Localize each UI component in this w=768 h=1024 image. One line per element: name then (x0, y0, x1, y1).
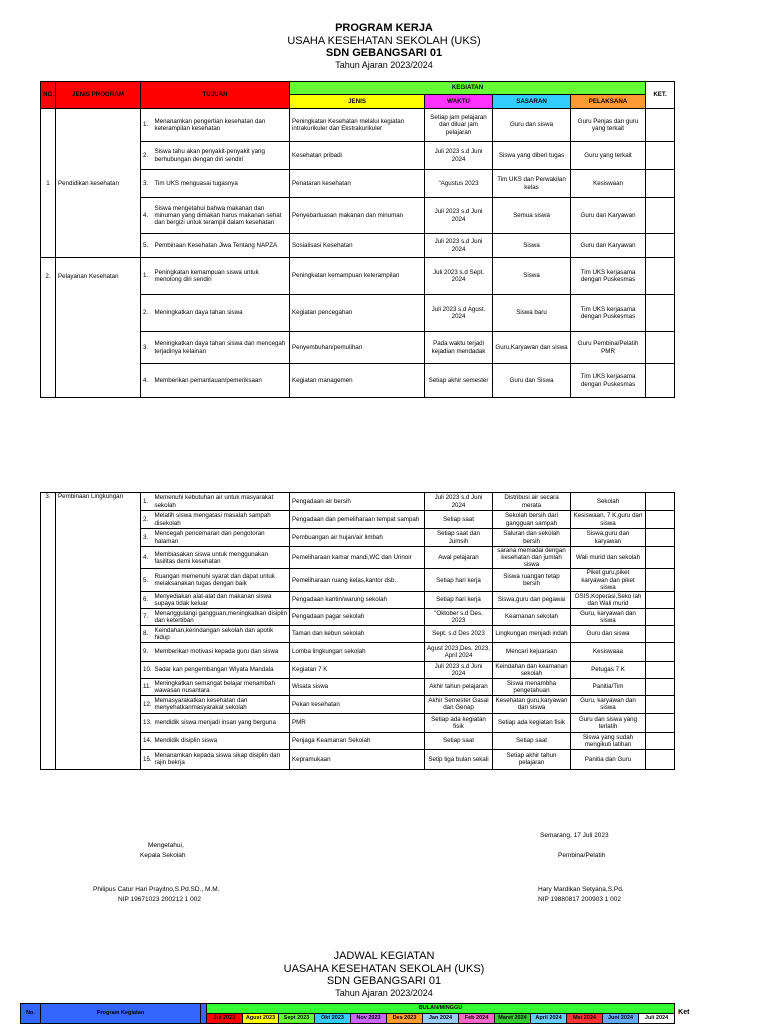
row-index: 9. (141, 642, 153, 661)
row-sasaran: Guru dan Siswa (493, 364, 571, 398)
program-table-continued (40, 492, 675, 770)
row-jenis: Sosialisasi Kesehatan (290, 234, 425, 258)
program-number (41, 529, 56, 547)
row-index: 5. (141, 569, 153, 591)
program-name: Pembinaan Lingkungan (56, 493, 141, 511)
row-pelaksana: Sekolah (571, 493, 646, 511)
program-name: Pelayanan Kesehatan (56, 258, 141, 295)
program-name (56, 732, 141, 749)
row-pelaksana: Guru dan siswa (571, 625, 646, 642)
col-pelaksana-header: PELAKSANA (571, 95, 646, 109)
row-sasaran: Kesehatan guru,karyawan dan siswa (493, 695, 571, 713)
program-name (56, 295, 141, 332)
program-name (56, 234, 141, 258)
row-index: 12. (141, 695, 153, 713)
program-row (41, 661, 675, 678)
right-signer-nip: NIP 19880817 200903 1 002 (538, 896, 622, 903)
row-waktu: Pada waktu terjadi kejadian mendadak (425, 332, 493, 364)
row-sasaran: Keindahan dan keamanan sekolah (493, 661, 571, 678)
program-name (56, 661, 141, 678)
row-tujuan: Peningkatan kemampuan siswa untuk menolong diri sendiri (153, 258, 290, 295)
program-number (41, 142, 56, 170)
row-waktu: Agust 2023,Des. 2023, April 2024 (425, 642, 493, 661)
row-ket (646, 332, 675, 364)
row-sasaran: Tim UKS dan Perwakilan kelas (493, 170, 571, 198)
row-ket (646, 749, 675, 769)
program-number (41, 234, 56, 258)
place-date: Semarang, 17 Juli 2023 (540, 832, 609, 839)
col-sasaran-header: SASARAN (493, 95, 571, 109)
program-number (41, 695, 56, 713)
row-waktu: Setiap akhir semester (425, 364, 493, 398)
row-pelaksana: OSIS,Koperasi,Seko lah dan Wali murid (571, 591, 646, 608)
row-ket (646, 678, 675, 695)
row-waktu: Juli 2023 s.d Agust. 2024 (425, 295, 493, 332)
program-row (41, 713, 675, 732)
program-number (41, 678, 56, 695)
row-tujuan: mendidik siswa menjadi insan yang berguna (153, 713, 290, 732)
row-index: 3. (141, 170, 153, 198)
row-pelaksana: Tim UKS kerjasama dengan Puskesmas (571, 364, 646, 398)
row-waktu: Setiap saat (425, 511, 493, 529)
row-pelaksana: Piket guru,piket karyawan dan piket siswa (571, 569, 646, 591)
program-row (41, 569, 675, 591)
schedule-month-8: Maret 2024 (495, 1014, 531, 1024)
row-tujuan: Meningkatkan daya tahan siswa (153, 295, 290, 332)
program-number (41, 198, 56, 234)
program-name (56, 142, 141, 170)
row-jenis: Peningkatan Kesehatan melalui kegiatan intrakurikuler dan Ekstrakurikuler (290, 109, 425, 142)
row-index: 15. (141, 749, 153, 769)
row-ket (646, 142, 675, 170)
row-ket (646, 198, 675, 234)
program-row (41, 332, 675, 364)
row-jenis: Wisata siswa (290, 678, 425, 695)
row-waktu: Juli 2023 s.d Sept. 2024 (425, 258, 493, 295)
row-ket (646, 642, 675, 661)
row-sasaran: Guru,Karyawan dan siswa (493, 332, 571, 364)
row-index: 2. (141, 511, 153, 529)
row-index: 2. (141, 142, 153, 170)
program-row (41, 678, 675, 695)
left-signature-label: Mengetahui, (148, 842, 184, 849)
row-index: 6. (141, 591, 153, 608)
row-waktu: Setiap hari kerja (425, 591, 493, 608)
col-tujuan-header: TUJUAN (141, 82, 290, 109)
program-name (56, 625, 141, 642)
row-ket (646, 569, 675, 591)
program-row (41, 258, 675, 295)
header (0, 22, 768, 70)
program-number: 3. (41, 493, 56, 511)
program-number (41, 547, 56, 569)
program-row (41, 493, 675, 511)
row-waktu: Akhir tahun pelajaran (425, 678, 493, 695)
schedule-header (0, 950, 768, 998)
row-jenis: Kegiatan 7 K (290, 661, 425, 678)
row-jenis: Peningkatan kemampuan keterampilan (290, 258, 425, 295)
row-jenis: Pengadaan dan pemeliharaan tempat sampah (290, 511, 425, 529)
row-jenis: Penyembuhan/pemulihan (290, 332, 425, 364)
row-sasaran: Guru dan siswa (493, 109, 571, 142)
row-tujuan: Tim UKS menguasai tugasnya (153, 170, 290, 198)
program-name (56, 569, 141, 591)
row-tujuan: Memasyarakatkan kesehatan dan menyehatkanmasyarakat sekolah (153, 695, 290, 713)
row-ket (646, 364, 675, 398)
row-sasaran: sarana memadai dengan kesehatan dan jumlah siswa (493, 547, 571, 569)
col-no-header: NO. (41, 82, 56, 109)
program-row (41, 732, 675, 749)
row-waktu: Setiap saat (425, 732, 493, 749)
row-sasaran: Siswa baru (493, 295, 571, 332)
program-row (41, 529, 675, 547)
row-sasaran: Setiap saat (493, 732, 571, 749)
right-signature-title: Pembina/Pelatih (558, 852, 606, 859)
schedule-col-no: No. (21, 1004, 41, 1024)
program-name (56, 529, 141, 547)
program-table (40, 81, 675, 398)
row-tujuan: Memenuhi kebutuhan air untuk masyarakat sekolah (153, 493, 290, 511)
program-name (56, 198, 141, 234)
row-tujuan: Pembinaan Kesehatan Jiwa Tentang NAPZA (153, 234, 290, 258)
row-index: 1. (141, 493, 153, 511)
program-row (41, 364, 675, 398)
row-ket (646, 591, 675, 608)
left-signer-nip: NIP 19671023 200212 1 002 (118, 896, 202, 903)
row-index: 7. (141, 608, 153, 625)
row-waktu: Setiap hari kerja (425, 569, 493, 591)
program-name (56, 511, 141, 529)
row-ket (646, 661, 675, 678)
row-waktu: Juli 2023 s.d Juni 2024 (425, 142, 493, 170)
row-tujuan: Keindahan,kerindangan sekolah dan apotik hidup (153, 625, 290, 642)
program-row (41, 142, 675, 170)
row-tujuan: Memberikan pemantauan/pemeriksaan (153, 364, 290, 398)
row-jenis: Lomba lingkungan sekolah (290, 642, 425, 661)
col-kegiatan-header: KEGIATAN (290, 82, 646, 95)
program-number (41, 749, 56, 769)
row-waktu: "Agustus 2023 (425, 170, 493, 198)
row-jenis: Pengadaan pagar sekolah (290, 608, 425, 625)
program-name (56, 591, 141, 608)
schedule-subtitle: UASAHA KESEHATAN SEKOLAH (UKS) (283, 962, 485, 975)
program-number (41, 608, 56, 625)
row-tujuan: Memberikan motivasi kepada guru dan siswa (153, 642, 290, 661)
program-name: Pendidikan kesehatan (56, 170, 141, 198)
row-ket (646, 295, 675, 332)
row-ket (646, 170, 675, 198)
schedule-col-ket: Ket (678, 1009, 690, 1017)
schedule-month-10: Mei 2024 (567, 1014, 603, 1024)
row-jenis: Pengadaan air bersih (290, 493, 425, 511)
program-number (41, 732, 56, 749)
col-ket-header: KET. (646, 82, 675, 109)
row-jenis: Kesehatan pribadi (290, 142, 425, 170)
row-sasaran: Siswa (493, 234, 571, 258)
row-jenis: Pemeliharaan kamar mandi,WC dan Urinoir (290, 547, 425, 569)
program-number (41, 591, 56, 608)
schedule-month-1: Agust 2023 (243, 1014, 279, 1024)
row-pelaksana: Guru dan Karyawan (571, 234, 646, 258)
schedule-bulan-header: BULAN/MINGGU (207, 1004, 675, 1014)
program-number (41, 364, 56, 398)
row-index: 8. (141, 625, 153, 642)
row-tujuan: Menyediakan alat-alat dan makanan siswa supaya tidak keluar (153, 591, 290, 608)
row-jenis: Pekan kesehatan (290, 695, 425, 713)
row-ket (646, 234, 675, 258)
schedule-school: SDN GEBANGSARI 01 (326, 975, 442, 988)
row-ket (646, 529, 675, 547)
program-number: 2. (41, 258, 56, 295)
row-sasaran: Siswa,guru dan pegawai (493, 591, 571, 608)
row-pelaksana: Guru Pembina/Pelatih PMR (571, 332, 646, 364)
row-sasaran: Lingkungan menjadi indah (493, 625, 571, 642)
schedule-month-2: Sept 2023 (279, 1014, 315, 1024)
row-pelaksana: Guru, karyawan dan siswa (571, 608, 646, 625)
row-sasaran: Siswa menambha pengetahuan (493, 678, 571, 695)
row-tujuan: Melatih siswa mengatasi masalah sampah disekolah (153, 511, 290, 529)
row-jenis: Penyebarluasan makanan dan minuman (290, 198, 425, 234)
row-pelaksana: Wali murid dan sekolah (571, 547, 646, 569)
row-sasaran: Sekolah bersih dari gangguan sampah (493, 511, 571, 529)
row-waktu: Setiap jam pelajaran dan diluar jam pelajaran (425, 109, 493, 142)
row-tujuan: Menanggulangi gangguan,meningkatkan disiplin dan ketertiban (153, 608, 290, 625)
row-sasaran: Distribusi air secara merata (493, 493, 571, 511)
row-ket (646, 695, 675, 713)
row-pelaksana: Guru yang terkait (571, 142, 646, 170)
row-jenis: Kepramukaan (290, 749, 425, 769)
program-name (56, 608, 141, 625)
schedule-month-9: April 2024 (531, 1014, 567, 1024)
row-jenis: PMR (290, 713, 425, 732)
row-jenis: Penjaga Keamanan Sekolah (290, 732, 425, 749)
row-waktu: Setiap saat dan Jumsih (425, 529, 493, 547)
row-index: 5. (141, 234, 153, 258)
schedule-month-4: Nov 2023 (351, 1014, 387, 1024)
row-index: 14. (141, 732, 153, 749)
schedule-month-3: Okt 2023 (315, 1014, 351, 1024)
program-row (41, 198, 675, 234)
row-pelaksana: Panitia/Tim (571, 678, 646, 695)
schedule-month-11: Juni 2024 (603, 1014, 639, 1024)
row-tujuan: Meningkatkan daya tahan siswa dan mencegah terjadinya kelainan (153, 332, 290, 364)
row-index: 1. (141, 258, 153, 295)
row-index: 4. (141, 198, 153, 234)
row-jenis: Pengadaan kantin/warung sekolah (290, 591, 425, 608)
row-pelaksana: Petugas 7 K (571, 661, 646, 678)
col-waktu-header: WAKTU (425, 95, 493, 109)
row-pelaksana: Guru dan siswa yang terlatih (571, 713, 646, 732)
row-sasaran: Siswa ruangan tetap bersih (493, 569, 571, 591)
row-waktu: Setiap ada kegiatan fisik (425, 713, 493, 732)
program-number (41, 332, 56, 364)
row-ket (646, 258, 675, 295)
row-pelaksana: Kesiswaaa (571, 642, 646, 661)
row-index: 3. (141, 529, 153, 547)
row-waktu: Setip tiga bulan sekali (425, 749, 493, 769)
row-ket (646, 608, 675, 625)
program-row (41, 642, 675, 661)
program-number (41, 295, 56, 332)
program-name (56, 695, 141, 713)
row-tujuan: Menanamkan pengertian kesehatan dan keterampilan kesehatan (153, 109, 290, 142)
row-waktu: Juli 2023 s.d Juni 2024 (425, 661, 493, 678)
row-ket (646, 109, 675, 142)
program-name (56, 642, 141, 661)
school-year: Tahun Ajaran 2023/2024 (335, 59, 433, 70)
program-number (41, 109, 56, 142)
row-tujuan: Ruangan memenuhi syarat dan dapat untuk melaksanakan tugas dengan baik (153, 569, 290, 591)
row-index: 1. (141, 109, 153, 142)
row-tujuan: Siswa mengetahui bahwa makanan dan minuman yang dimakan harus makanan sehat dan bergizi untuk terampil dalam kesehatan (153, 198, 290, 234)
row-jenis: Kegiatan managemen (290, 364, 425, 398)
row-tujuan: Membiasakan siswa untuk menggunakan fasilitas demi kesehatan (153, 547, 290, 569)
program-number: 1 (41, 170, 56, 198)
program-number (41, 511, 56, 529)
program-row (41, 591, 675, 608)
program-number (41, 661, 56, 678)
row-jenis: Kegiatan pencegahan (290, 295, 425, 332)
row-sasaran: Siswa yang diberi tugas (493, 142, 571, 170)
row-waktu: Akhir Semester Gasal dan Genap (425, 695, 493, 713)
row-index: 10. (141, 661, 153, 678)
row-pelaksana: Guru Penjas dan guru yang terkait (571, 109, 646, 142)
program-row (41, 109, 675, 142)
row-index: 4. (141, 364, 153, 398)
schedule-month-12: Juli 2024 (639, 1014, 675, 1024)
program-row (41, 749, 675, 769)
school-name: SDN GEBANGSARI 01 (325, 47, 443, 60)
program-number (41, 642, 56, 661)
program-name (56, 749, 141, 769)
program-row (41, 547, 675, 569)
row-waktu: Sept. s.d Des 2023 (425, 625, 493, 642)
row-ket (646, 493, 675, 511)
row-waktu: Awal pelajaran (425, 547, 493, 569)
row-sasaran: Siswa (493, 258, 571, 295)
program-name (56, 109, 141, 142)
row-waktu: Juli 2023 s.d Juni 2024 (425, 198, 493, 234)
program-row (41, 511, 675, 529)
program-name (56, 713, 141, 732)
row-sasaran: Semua siswa (493, 198, 571, 234)
program-name (56, 547, 141, 569)
page-title: PROGRAM KERJA (335, 22, 433, 34)
row-ket (646, 547, 675, 569)
program-name (56, 364, 141, 398)
row-waktu: Juli 2023 s.d Juni 2024 (425, 234, 493, 258)
schedule-title: JADWAL KEGIATAN (333, 950, 435, 962)
left-signature-title: Kepala Sekolah (140, 852, 186, 859)
row-index: 3. (141, 332, 153, 364)
program-name (56, 332, 141, 364)
program-row (41, 170, 675, 198)
schedule-month-6: Jan 2024 (423, 1014, 459, 1024)
row-sasaran: Keamanan sekolah (493, 608, 571, 625)
row-tujuan: Mencegah pencemaran dan pengotoran halaman (153, 529, 290, 547)
schedule-table (20, 1003, 693, 1024)
row-pelaksana: Kesiswaan, 7 K,guru dan siswa (571, 511, 646, 529)
program-row (41, 234, 675, 258)
program-number (41, 569, 56, 591)
program-number (41, 713, 56, 732)
row-jenis: Penataran kesehatan (290, 170, 425, 198)
row-jenis: Taman dan kebun sekolah (290, 625, 425, 642)
row-index: 2. (141, 295, 153, 332)
row-ket (646, 625, 675, 642)
left-signer-name: Philipus Catur Hari Prayitno,S.Pd.SD., M.M. (93, 886, 220, 893)
row-pelaksana: Siswa yang sudah mengikuti latihan (571, 732, 646, 749)
row-pelaksana: Siswa,guru dan karyawan (571, 529, 646, 547)
schedule-month-0: Jul 2023 (207, 1014, 243, 1024)
schedule-col-program: Program Kegiatan (41, 1004, 201, 1024)
row-tujuan: Mendidik disiplin siswa (153, 732, 290, 749)
program-row (41, 295, 675, 332)
row-sasaran: Saluran dan sekolah bersih (493, 529, 571, 547)
row-pelaksana: Tim UKS kerjasama dengan Puskesmas (571, 258, 646, 295)
row-sasaran: Setiap ada kegiatan fisik (493, 713, 571, 732)
row-tujuan: Menanamkan kepada siswa sikap disiplin dan rajin bekrja (153, 749, 290, 769)
row-pelaksana: Kesiswaan (571, 170, 646, 198)
row-index: 11. (141, 678, 153, 695)
row-ket (646, 713, 675, 732)
schedule-month-5: Des 2023 (387, 1014, 423, 1024)
row-pelaksana: Tim UKS kerjasama dengan Puskesmas (571, 295, 646, 332)
page-subtitle: USAHA KESEHATAN SEKOLAH (UKS) (287, 34, 481, 47)
row-index: 4. (141, 547, 153, 569)
row-waktu: "Oktober s.d Des. 2023 (425, 608, 493, 625)
schedule-month-7: Feb 2024 (459, 1014, 495, 1024)
row-waktu: Juli 2023 s.d Juni 2024 (425, 493, 493, 511)
row-index: 13. (141, 713, 153, 732)
row-pelaksana: Guru dan Karyawan (571, 198, 646, 234)
row-ket (646, 732, 675, 749)
program-row (41, 625, 675, 642)
row-sasaran: Mencari kejuaraan (493, 642, 571, 661)
row-sasaran: Setiap akhir tahun pelajaran (493, 749, 571, 769)
schedule-year: Tahun Ajaran 2023/2024 (335, 987, 433, 998)
program-row (41, 608, 675, 625)
program-row (41, 695, 675, 713)
row-pelaksana: Guru, karyawan dan siswa (571, 695, 646, 713)
col-jenis-header: JENIS (290, 95, 425, 109)
program-name (56, 678, 141, 695)
row-ket (646, 511, 675, 529)
row-jenis: Pemeliharaan ruang kelas,kantor dsb. (290, 569, 425, 591)
col-jenis-program-header: JENIS PROGRAM (56, 82, 141, 109)
row-pelaksana: Panitia dan Guru (571, 749, 646, 769)
right-signer-name: Hary Mardikan Setyana,S.Pd. (538, 886, 624, 893)
row-tujuan: Sadar kan pengembangan Wiyata Mandala (153, 661, 290, 678)
row-jenis: Pembuangan air hujan/air limbah (290, 529, 425, 547)
program-number (41, 625, 56, 642)
row-tujuan: Meningkatkan semangat belajar menambah wawasan nusantara (153, 678, 290, 695)
row-tujuan: Siswa tahu akan penyakit-penyakit yang berhubungan dengan diri sendiri (153, 142, 290, 170)
